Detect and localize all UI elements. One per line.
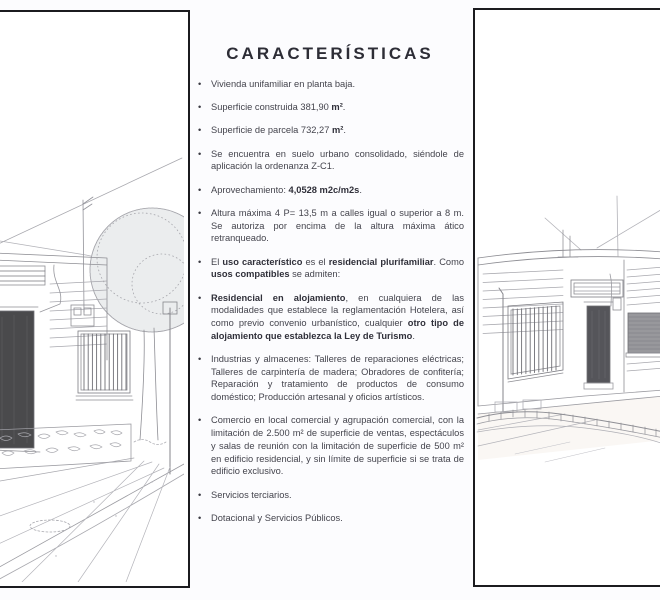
list-item: • Servicios terciarios. [196,489,464,502]
list-item: • Superficie construida 381,90 m². [196,101,464,114]
list-item: • Altura máxima 4 P= 13,5 m a calles igual o superior a 8 m. Se autoriza por encima de la altura máxima ático retranqueado. [196,207,464,245]
characteristics-list [196,78,464,525]
list-item: • Superficie de parcela 732,27 m². [196,124,464,137]
list-item: • Vivienda unifamiliar en planta baja. [196,78,464,91]
list-item: • Industrias y almacenes: Talleres de reparaciones eléctricas; Talleres de carpintería de madera; Obradores de confitería; Reparación y tratamiento de productos de consumo doméstico; Producción artesanal y oficios artísticos. [196,353,464,404]
characteristics-section [196,44,464,535]
list-item: • El uso característico es el residencial plurifamiliar. Como usos compatibles se admiten: [196,256,464,281]
list-item: • Residencial en alojamiento, en cualquiera de las modalidades que establece la reglamentación Hotelera, así como previo convenio urbanístico, cualquier otro tipo de alojamiento que establezca la Ley de Turismo. [196,292,464,343]
list-item: • Dotacional y Servicios Públicos. [196,512,464,525]
list-item: • Comercio en local comercial y agrupación comercial, con la limitación de 2.500 m² de superficie de ventas, espectáculos y salas de reunión con la limitación de superficie de 500 m² en edificio residencial, y sin límite de superficie si se trata de edificio exclusivo. [196,414,464,478]
right-photo-frame [473,8,660,587]
right-house-sketch [475,10,660,581]
list-item: • Aprovechamiento: 4,0528 m2c/m2s. [196,184,464,197]
left-photo-frame [0,10,190,588]
page-title: CARACTERÍSTICAS [226,44,434,63]
list-item: • Se encuentra en suelo urbano consolidado, siéndole de aplicación la ordenanza Z-C1. [196,148,464,173]
left-house-sketch [0,12,184,582]
